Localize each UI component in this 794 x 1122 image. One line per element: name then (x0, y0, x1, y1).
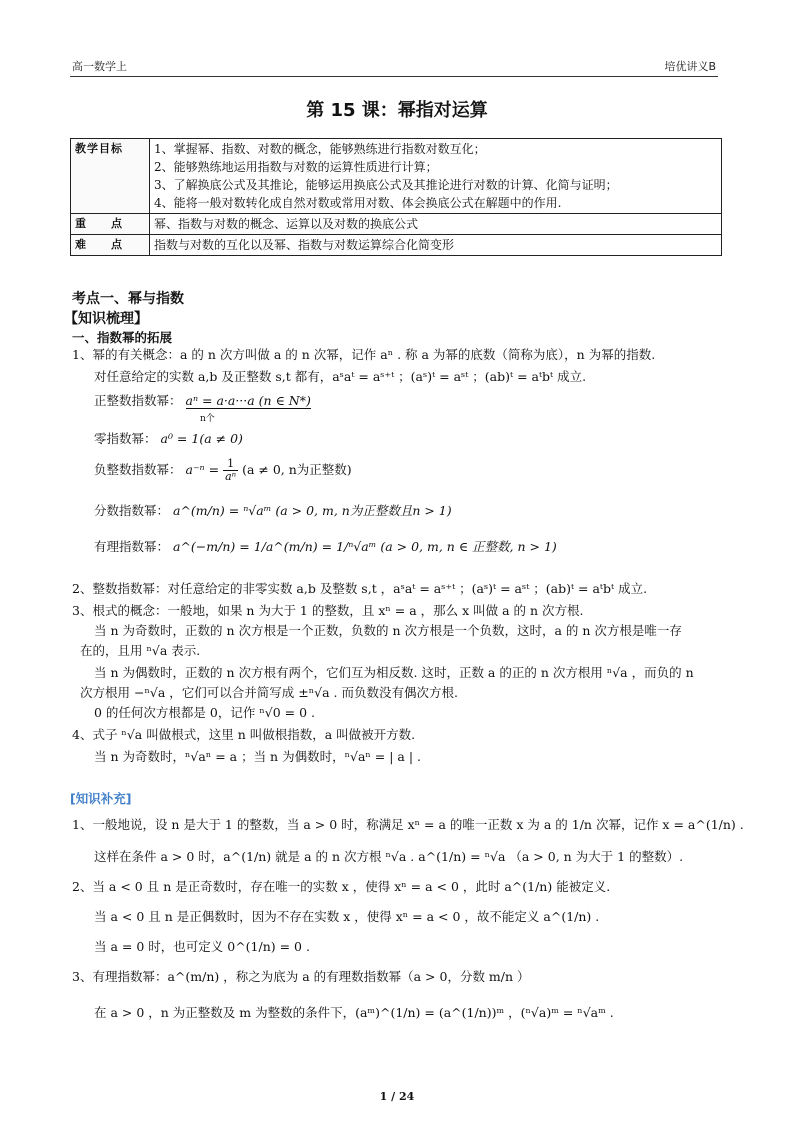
paragraph: 3、有理指数幂：a^(m/n) ，称之为底为 a 的有理数指数幂（a > 0，分数 m/n ） (72, 969, 530, 984)
formula-label: 零指数幂： (94, 431, 157, 446)
goal-line: 1、掌握幂、指数、对数的概念，能够熟练进行指数对数互化； (154, 142, 486, 156)
row-label: 重 点 (71, 214, 150, 235)
table-row (71, 139, 722, 214)
goals-table (70, 138, 722, 256)
fraction-numerator: 1 (223, 458, 238, 471)
goal-line: 2、能够熟练地运用指数与对数的运算性质进行计算； (154, 160, 438, 174)
paragraph: 2、当 a < 0 且 n 是正奇数时，存在唯一的实数 x ，使得 xⁿ = a < 0 ，此时 a^(1/n) 能被定义. (72, 879, 611, 894)
formula-label: 负整数指数幂： (94, 462, 182, 477)
paragraph: 1、幂的有关概念：a 的 n 次方叫做 a 的 n 次幂，记作 aⁿ . 称 a 为幂的底数（简称为底），n 为幂的指数. (72, 347, 656, 362)
row-content: 幂、指数与对数的概念、运算以及对数的换底公式 (150, 214, 722, 235)
paragraph: 0 的任何次方根都是 0，记作 ⁿ√0 = 0 . (94, 705, 315, 720)
fraction-denominator: aⁿ (225, 470, 237, 483)
paragraph: 在的，且用 ⁿ√a 表示. (80, 643, 201, 658)
page-number: 1 / 24 (379, 1090, 415, 1103)
formula-label: 正整数指数幂： (94, 393, 182, 408)
formula: a^(−m/n) = 1/a^(m/n) = 1/ⁿ√aᵐ (a > 0, m, n ∈ 正整数, n > 1) (173, 539, 557, 554)
formula: a⁰ = 1(a ≠ 0) (160, 431, 243, 446)
table-row (71, 235, 722, 256)
supplement-heading: [知识补充] (70, 791, 132, 806)
goal-line: 3、了解换底公式及其推论，能够运用换底公式及其推论进行对数的计算、化简与证明； (154, 178, 618, 192)
formula-line (94, 502, 452, 520)
paragraph: 当 n 为奇数时，正数的 n 次方根是一个正数，负数的 n 次方根是一个负数，这时，a 的 n 次方根是唯一存 (94, 623, 682, 638)
header-divider (70, 76, 718, 77)
paragraph: 2、整数指数幂：对任意给定的非零实数 a,b 及整数 s,t ，aˢaᵗ = aˢ⁺ᵗ ；(aˢ)ᵗ = aˢᵗ ；(ab)ᵗ = aᵗbᵗ 成立. (72, 581, 648, 596)
paragraph: 1、一般地说，设 n 是大于 1 的整数，当 a > 0 时，称满足 xⁿ = a 的唯一正数 x 为 a 的 1/n 次幂，记作 x = a^(1/n) . (72, 817, 744, 832)
goal-line: 4、能将一般对数转化成自然对数或常用对数、体会换底公式在解题中的作用. (154, 196, 562, 210)
header-left: 高一数学上 (72, 60, 127, 73)
formula-label: 有理指数幂： (94, 539, 170, 554)
row-label: 难 点 (71, 235, 150, 256)
formula-line (94, 430, 243, 448)
paragraph: 在 a > 0 ，n 为正整数及 m 为整数的条件下，(aᵐ)^(1/n) = (a^(1/n))ᵐ ，(ⁿ√a)ᵐ = ⁿ√aᵐ . (94, 1005, 614, 1020)
paragraph: 4、式子 ⁿ√a 叫做根式，这里 n 叫做根指数，a 叫做被开方数. (72, 727, 416, 742)
formula-line (94, 538, 557, 556)
formula-line (94, 392, 311, 410)
formula-condition: (a ≠ 0, n为正整数) (242, 462, 352, 477)
subsection-heading: 一、指数幂的拓展 (72, 330, 173, 345)
paragraph: 当 a = 0 时，也可定义 0^(1/n) = 0 . (94, 939, 310, 954)
formula: a⁻ⁿ = (185, 462, 220, 477)
paragraph: 对任意给定的实数 a,b 及正整数 s,t 都有，aˢaᵗ = aˢ⁺ᵗ ；(aˢ)ᵗ = aˢᵗ ；(ab)ᵗ = aᵗbᵗ 成立. (94, 369, 587, 384)
fraction (223, 458, 238, 483)
paragraph: 当 n 为偶数时，正数的 n 次方根有两个，它们互为相反数. 这时，正数 a 的正的 n 次方根用 ⁿ√a ，而负的 n (94, 665, 694, 680)
paragraph: 当 a < 0 且 n 是正偶数时，因为不存在实数 x ，使得 xⁿ = a < 0 ，故不能定义 a^(1/n) . (94, 909, 600, 924)
formula: a^(m/n) = ⁿ√aᵐ (a > 0, m, n为正整数且n > 1) (173, 503, 452, 518)
section-subheading: 【知识梳理】 (64, 311, 148, 327)
page-title: 第 15 课：幂指对运算 (306, 100, 488, 121)
section-heading: 考点一、幂与指数 (72, 291, 184, 307)
row-content: 指数与对数的互化以及幂、指数与对数运算综合化简变形 (150, 235, 722, 256)
underbrace-label: n个 (200, 414, 215, 424)
paragraph: 这样在条件 a > 0 时，a^(1/n) 就是 a 的 n 次方根 ⁿ√a . a^(1/n) = ⁿ√a （a > 0, n 为大于 1 的整数）. (94, 849, 684, 864)
row-label: 教学目标 (71, 139, 150, 214)
formula-line (94, 458, 352, 483)
paragraph: 当 n 为奇数时，ⁿ√aⁿ = a ；当 n 为偶数时，ⁿ√aⁿ = | a | . (94, 749, 421, 764)
header-right: 培优讲义B (664, 60, 716, 73)
table-row (71, 214, 722, 235)
paragraph: 3、根式的概念：一般地，如果 n 为大于 1 的整数，且 xⁿ = a ，那么 x 叫做 a 的 n 次方根. (72, 603, 584, 618)
row-content (150, 139, 722, 214)
formula-label: 分数指数幂： (94, 503, 170, 518)
paragraph: 次方根用 −ⁿ√a ，它们可以合并简写成 ±ⁿ√a . 而负数没有偶次方根. (80, 685, 458, 700)
formula: aⁿ = a·a···a (n ∈ N*) (185, 393, 311, 408)
